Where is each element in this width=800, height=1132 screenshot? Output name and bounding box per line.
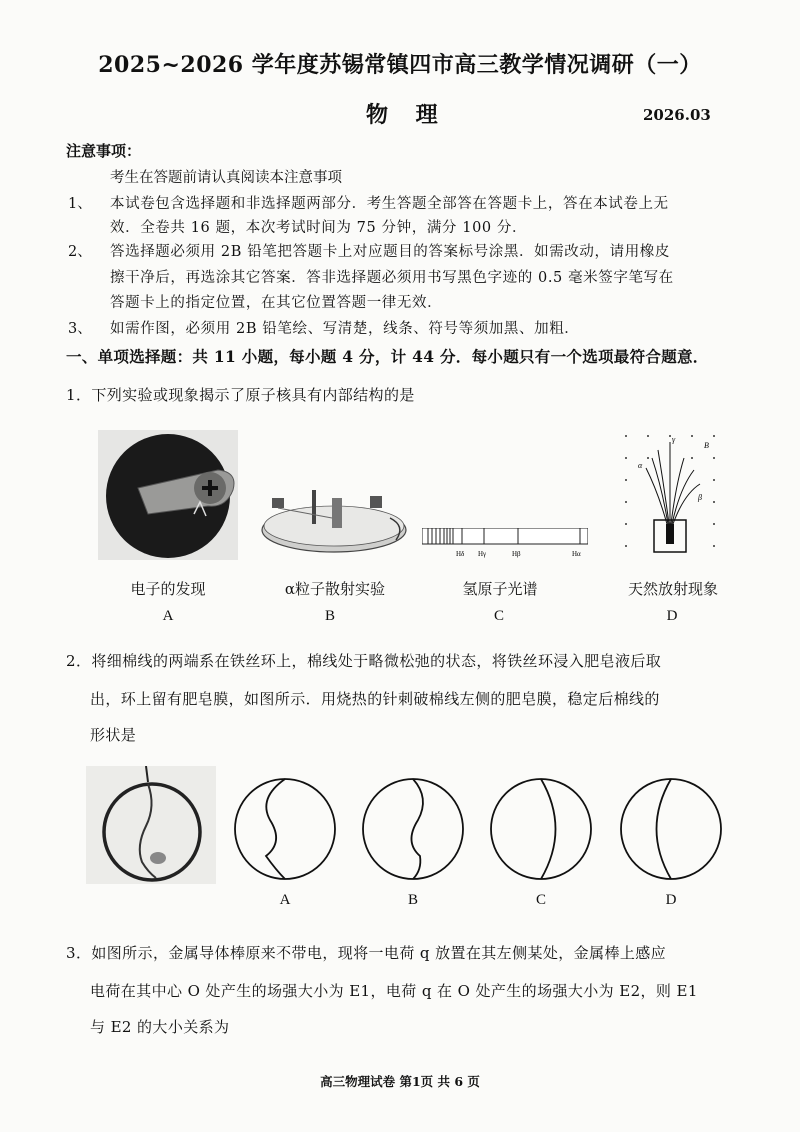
ray-label: β [698, 493, 702, 502]
notice-item-number: 2、 [68, 244, 92, 260]
question-2-line: 出，环上留有肥皂膜，如图所示．用烧热的针刺破棉线左侧的肥皂膜，稳定后棉线的 [90, 690, 660, 708]
option-label: A [162, 608, 174, 624]
question-3-line: 电荷在其中心 O 处产生的场强大小为 E1，电荷 q 在 O 处产生的场强大小为 E2，则 E1 [90, 982, 698, 1000]
notice-item-number: 3、 [68, 321, 92, 337]
option-d-figure [618, 776, 724, 882]
exam-title: 2025~2026 学年度苏锡常镇四市高三教学情况调研（一） [98, 52, 702, 78]
option-label: B [324, 608, 335, 624]
notice-line: 效．全卷共 16 题，本次考试时间为 75 分钟，满分 100 分． [110, 220, 528, 236]
option-c-figure [488, 776, 594, 882]
figure-caption: 电子的发现 [130, 580, 206, 598]
notice-heading: 注意事项： [66, 142, 142, 160]
figure-caption: α粒子散射实验 [284, 580, 386, 598]
option-a-figure [232, 776, 338, 882]
option-label: C [493, 608, 504, 624]
figure-caption: 氢原子光谱 [462, 580, 538, 598]
notice-line: 本试卷包含选择题和非选择题两部分．考生答题全部答在答题卡上，答在本试卷上无 [110, 196, 669, 212]
option-label: A [279, 892, 291, 908]
soap-film-photo [86, 766, 216, 884]
option-label: D [665, 892, 677, 908]
notice-item-number: 1、 [68, 196, 92, 212]
subject-title: 物 理 [366, 102, 448, 128]
spectrum-label: Hα [572, 550, 581, 558]
section-heading: 一、单项选择题：共 11 小题，每小题 4 分，计 44 分．每小题只有一个选项最符合题意． [66, 347, 709, 366]
option-label: B [407, 892, 418, 908]
page-footer: 高三物理试卷 第1页 共 6 页 [320, 1074, 480, 1089]
field-label: B [704, 441, 709, 450]
notice-intro: 考生在答题前请认真阅读本注意事项 [110, 170, 342, 186]
electron-discovery-figure [98, 430, 238, 560]
ray-label: α [638, 461, 643, 470]
question-1-text: 1．下列实验或现象揭示了原子核具有内部结构的是 [66, 386, 415, 404]
spectrum-label: Hβ [512, 550, 521, 558]
hydrogen-spectrum-figure [422, 528, 588, 560]
question-2-line: 形状是 [90, 726, 137, 744]
notice-line: 答题卡上的指定位置，在其它位置答题一律无效． [110, 295, 443, 311]
question-3-line: 与 E2 的大小关系为 [90, 1018, 230, 1036]
ray-label: γ [672, 435, 676, 444]
notice-line: 如需作图，必须用 2B 铅笔绘、写清楚，线条、符号等须加黑、加粗． [110, 321, 580, 337]
alpha-scattering-figure [258, 484, 410, 556]
notice-line: 擦干净后，再选涂其它答案．答非选择题必须用书写黑色字迹的 0.5 毫米签字笔写在 [110, 270, 674, 286]
option-b-figure [360, 776, 466, 882]
radioactivity-figure [618, 428, 722, 556]
spectrum-label: Hδ [456, 550, 465, 558]
question-3-line: 3．如图所示，金属导体棒原来不带电，现将一电荷 q 放置在其左侧某处，金属棒上感应 [66, 944, 667, 962]
option-label: C [535, 892, 546, 908]
exam-date: 2026.03 [643, 106, 711, 124]
notice-line: 答选择题必须用 2B 铅笔把答题卡上对应题目的答案标号涂黑．如需改动，请用橡皮 [110, 244, 670, 260]
option-label: D [666, 608, 678, 624]
question-2-line: 2．将细棉线的两端系在铁丝环上，棉线处于略微松弛的状态，将铁丝环浸入肥皂液后取 [66, 652, 662, 670]
figure-caption: 天然放射现象 [627, 580, 718, 598]
spectrum-label: Hγ [478, 550, 487, 558]
